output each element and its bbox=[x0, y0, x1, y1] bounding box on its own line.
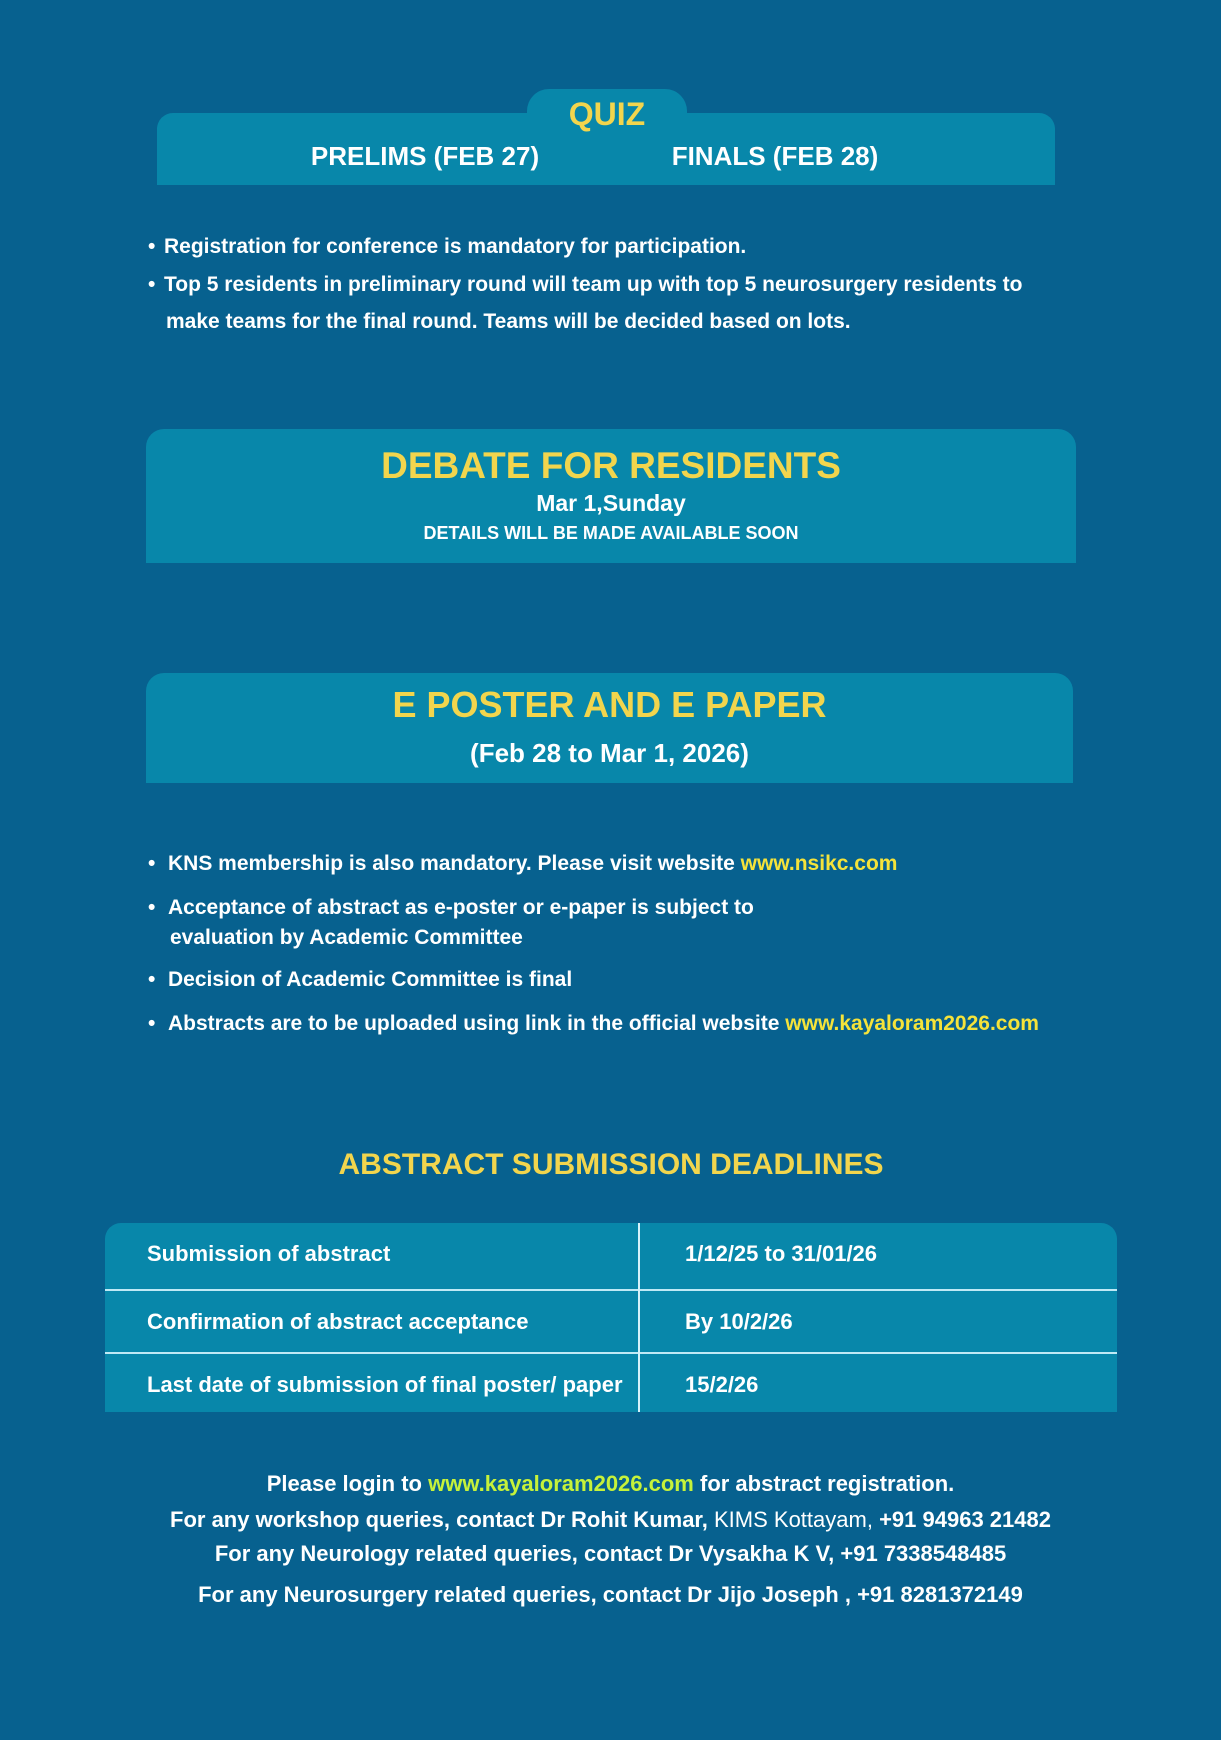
list-item-text: evaluation by Academic Committee bbox=[170, 926, 523, 949]
column-divider bbox=[638, 1223, 640, 1412]
deadline-date: By 10/2/26 bbox=[685, 1309, 793, 1334]
eposter-date: (Feb 28 to Mar 1, 2026) bbox=[470, 738, 749, 768]
deadline-date: 1/12/25 to 31/01/26 bbox=[685, 1241, 878, 1266]
nsikc-link[interactable]: www.nsikc.com bbox=[740, 852, 898, 875]
list-item bbox=[148, 229, 746, 265]
footer-neurosurgery-contact: For any Neurosurgery related queries, contact Dr Jijo Joseph , +91 8281372149 bbox=[198, 1582, 1023, 1607]
table-row bbox=[105, 1291, 1117, 1353]
list-item bbox=[148, 1006, 1039, 1042]
debate-date: Mar 1,Sunday bbox=[536, 490, 686, 516]
list-item bbox=[148, 962, 572, 998]
list-item bbox=[148, 267, 1022, 303]
bullet-icon: • bbox=[148, 968, 156, 991]
footer-neurology-contact: For any Neurology related queries, contact Dr Vysakha K V, +91 7338548485 bbox=[214, 1541, 1007, 1566]
footer-institution: KIMS Kottayam, bbox=[714, 1507, 873, 1532]
kayaloram-link[interactable]: www.kayaloram2026.com bbox=[785, 1012, 1039, 1035]
deadlines-table bbox=[105, 1223, 1117, 1412]
footer-workshop-contact bbox=[0, 1507, 1221, 1533]
deadline-item: Last date of submission of final poster/ paper bbox=[147, 1372, 623, 1397]
bullet-icon: • bbox=[148, 235, 156, 258]
list-item-text: KNS membership is also mandatory. Please visit website bbox=[168, 852, 741, 875]
quiz-title: QUIZ bbox=[568, 96, 646, 132]
footer-text: Please login to bbox=[266, 1471, 429, 1496]
deadline-item: Confirmation of abstract acceptance bbox=[147, 1309, 529, 1334]
bullet-icon: • bbox=[148, 1012, 156, 1035]
list-item bbox=[148, 846, 897, 882]
deadline-item: Submission of abstract bbox=[147, 1241, 391, 1266]
list-item-text: Decision of Academic Committee is final bbox=[168, 968, 573, 991]
table-row bbox=[105, 1223, 1117, 1285]
bullet-icon: • bbox=[148, 273, 156, 296]
list-item-continuation bbox=[170, 920, 523, 956]
quiz-finals-date: FINALS (FEB 28) bbox=[671, 141, 879, 171]
deadline-date: 15/2/26 bbox=[685, 1372, 759, 1397]
bullet-icon: • bbox=[148, 896, 156, 919]
eposter-title: E POSTER AND E PAPER bbox=[392, 684, 827, 725]
table-row bbox=[105, 1354, 1117, 1412]
quiz-prelims-date: PRELIMS (FEB 27) bbox=[310, 141, 540, 171]
list-item-text: make teams for the final round. Teams will be decided based on lots. bbox=[166, 310, 851, 333]
list-item-text: Acceptance of abstract as e-poster or e-paper is subject to bbox=[168, 896, 754, 919]
footer-login-line bbox=[0, 1471, 1221, 1497]
debate-title: DEBATE FOR RESIDENTS bbox=[381, 445, 841, 486]
list-item-continuation bbox=[166, 304, 851, 340]
list-item-text: Abstracts are to be uploaded using link in the official website bbox=[168, 1012, 786, 1035]
footer-text: for abstract registration. bbox=[693, 1471, 955, 1496]
list-item-text: Top 5 residents in preliminary round will team up with top 5 neurosurgery residents to bbox=[164, 273, 1023, 296]
footer-phone: +91 94963 21482 bbox=[872, 1507, 1051, 1532]
deadlines-title: ABSTRACT SUBMISSION DEADLINES bbox=[338, 1148, 884, 1181]
kayaloram-footer-link[interactable]: www.kayaloram2026.com bbox=[428, 1471, 694, 1496]
bullet-icon: • bbox=[148, 852, 156, 875]
footer-text: For any workshop queries, contact Dr Rohit Kumar, bbox=[170, 1507, 714, 1532]
list-item-text: Registration for conference is mandatory for participation. bbox=[164, 235, 747, 258]
debate-note: DETAILS WILL BE MADE AVAILABLE SOON bbox=[423, 523, 799, 543]
